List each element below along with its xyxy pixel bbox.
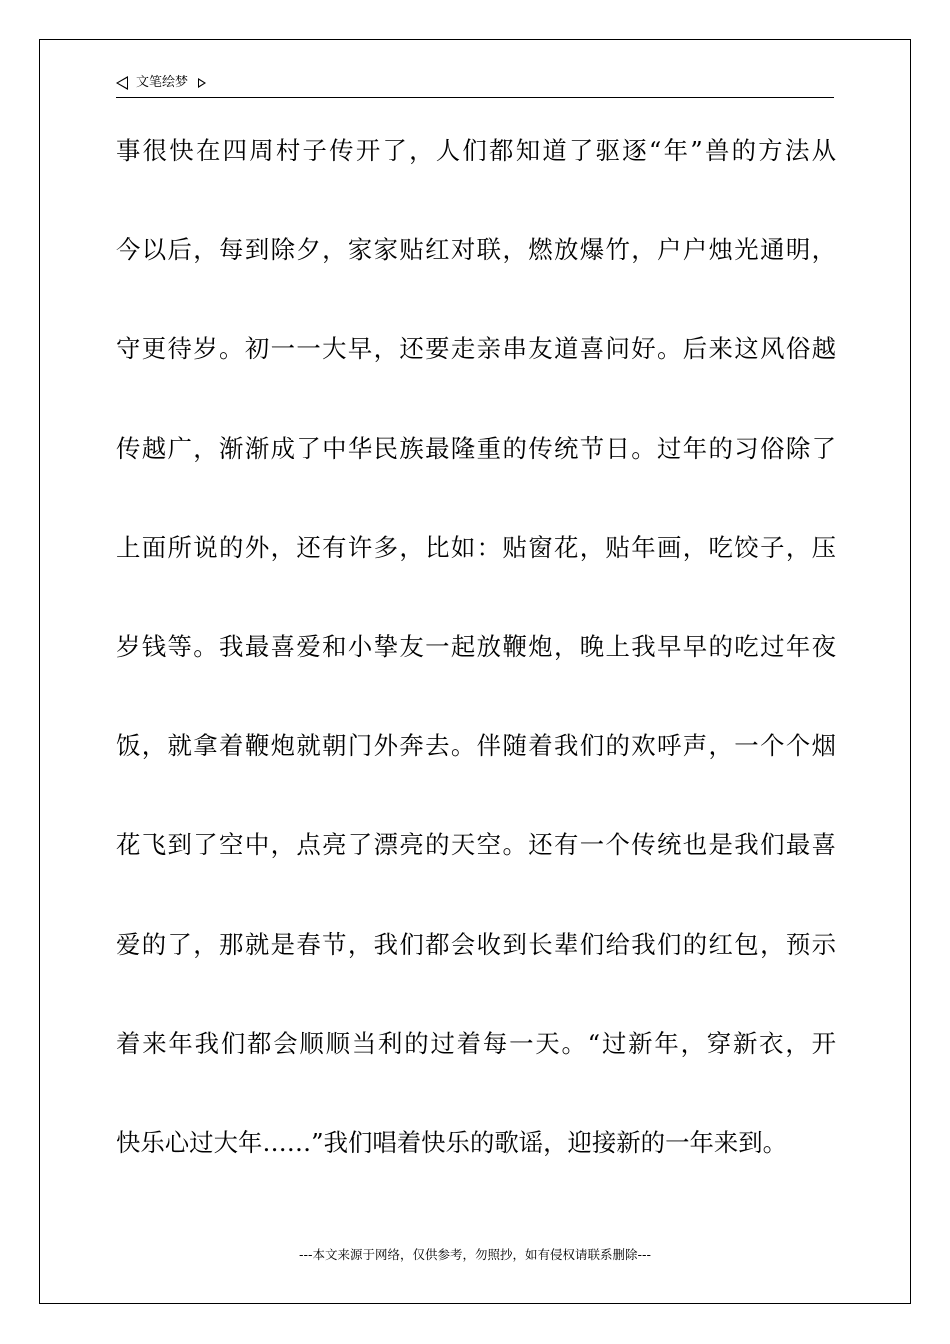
- text-line: 饭，就拿着鞭炮就朝门外奔去。伴随着我们的欢呼声，一个个烟: [116, 731, 836, 761]
- text-line: 传越广，渐渐成了中华民族最隆重的传统节日。过年的习俗除了: [116, 433, 836, 463]
- text-line: 快乐心过大年……”我们唱着快乐的歌谣，迎接新的一年来到。: [116, 1127, 788, 1157]
- triangle-right-icon: [198, 78, 206, 88]
- page-header: [116, 70, 834, 98]
- text-line: 着来年我们都会顺顺当利的过着每一天。“过新年，穿新衣，开: [116, 1028, 836, 1058]
- document-body: [116, 128, 836, 1219]
- text-line: 爱的了，那就是春节，我们都会收到长辈们给我们的红包，预示: [116, 929, 836, 959]
- header-brand: [116, 74, 206, 92]
- text-line: 事很快在四周村子传开了，人们都知道了驱逐“年”兽的方法从: [116, 136, 836, 165]
- text-line: 守更待岁。初一一大早，还要走亲串友道喜问好。后来这风俗越: [116, 334, 836, 364]
- text-line: 上面所说的外，还有许多，比如：贴窗花，贴年画，吃饺子，压: [116, 532, 836, 562]
- text-line: 岁钱等。我最喜爱和小挚友一起放鞭炮，晚上我早早的吃过年夜: [116, 631, 836, 661]
- text-line: 花飞到了空中，点亮了漂亮的天空。还有一个传统也是我们最喜: [116, 830, 836, 860]
- page-footer: ---本文来源于网络，仅供参考，勿照抄，如有侵权请联系删除---: [298, 1247, 652, 1262]
- text-line: 今以后，每到除夕，家家贴红对联，燃放爆竹，户户烛光通明，: [116, 235, 836, 265]
- header-brand-label: 文笔绘梦: [136, 75, 189, 90]
- triangle-left-icon: [116, 76, 128, 90]
